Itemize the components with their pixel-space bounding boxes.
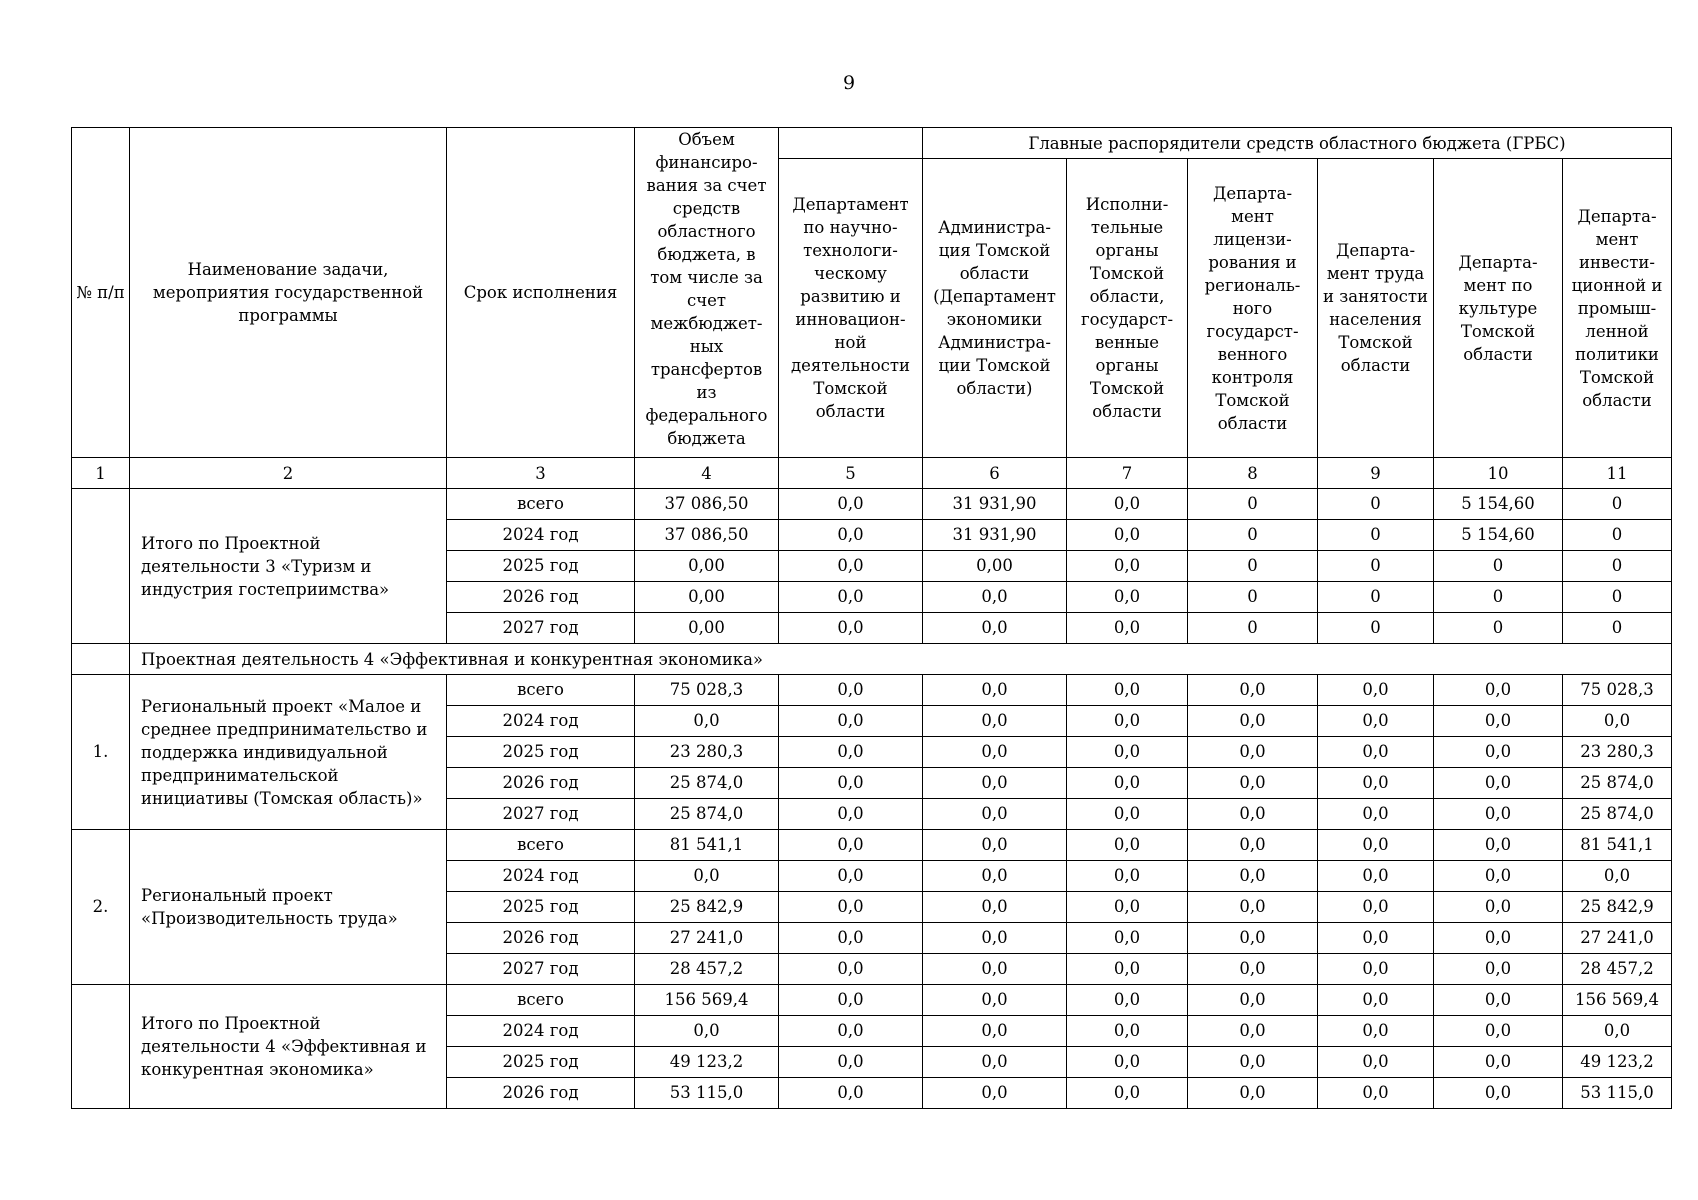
value-cell: 25 874,0 — [1563, 768, 1672, 799]
column-number: 2 — [130, 458, 447, 489]
period-cell: 2024 год — [447, 1016, 635, 1047]
value-cell: 0 — [1188, 551, 1318, 582]
header-department-5: Департа-мент труда и занятости населения Томской области — [1318, 159, 1434, 458]
header-empty — [779, 128, 923, 159]
value-cell: 0,0 — [1067, 799, 1188, 830]
value-cell: 0,0 — [779, 613, 923, 644]
task-name: Региональный проект «Малое и среднее предпринимательство и поддержка индивидуальной предпринимательской инициативы (Томская область)» — [130, 675, 447, 830]
header-row-numbers — [72, 458, 1672, 489]
value-cell: 0,0 — [923, 954, 1067, 985]
value-cell: 0,0 — [1434, 675, 1563, 706]
header-grbs: Главные распорядители средств областного бюджета (ГРБС) — [923, 128, 1672, 159]
column-number: 9 — [1318, 458, 1434, 489]
column-number: 3 — [447, 458, 635, 489]
value-cell: 0,0 — [779, 551, 923, 582]
value-cell: 0,0 — [1067, 520, 1188, 551]
value-cell: 0 — [1563, 551, 1672, 582]
value-cell: 37 086,50 — [635, 520, 779, 551]
value-cell: 0,0 — [1434, 799, 1563, 830]
value-cell: 0 — [1434, 613, 1563, 644]
task-name: Итого по Проектной деятельности 4 «Эффективная и конкурентная экономика» — [130, 985, 447, 1109]
period-cell: всего — [447, 830, 635, 861]
value-cell: 0,0 — [1067, 861, 1188, 892]
value-cell: 0 — [1188, 613, 1318, 644]
value-cell: 0,0 — [923, 706, 1067, 737]
value-cell: 0,0 — [1067, 582, 1188, 613]
value-cell: 0,0 — [923, 985, 1067, 1016]
value-cell: 0,0 — [923, 830, 1067, 861]
value-cell: 81 541,1 — [1563, 830, 1672, 861]
period-cell: 2027 год — [447, 954, 635, 985]
period-cell: 2024 год — [447, 706, 635, 737]
value-cell: 0,0 — [1434, 830, 1563, 861]
value-cell: 0,0 — [779, 737, 923, 768]
header-department-1: Департамент по научно-технологи-ческому развитию и инновацион-ной деятельности Томской области — [779, 159, 923, 458]
value-cell: 0,0 — [1434, 985, 1563, 1016]
value-cell: 0 — [1563, 520, 1672, 551]
value-cell: 0,0 — [1067, 923, 1188, 954]
value-cell: 0,0 — [1434, 1047, 1563, 1078]
period-cell: 2026 год — [447, 582, 635, 613]
value-cell: 53 115,0 — [1563, 1078, 1672, 1109]
value-cell: 0,0 — [923, 861, 1067, 892]
value-cell: 25 842,9 — [635, 892, 779, 923]
header-department-4: Департа-мент лицензи-рования и региональ-ного государст-венного контроля Томской области — [1188, 159, 1318, 458]
value-cell: 0,0 — [1318, 675, 1434, 706]
row-number — [72, 489, 130, 644]
value-cell: 0,0 — [1067, 768, 1188, 799]
value-cell: 0,0 — [779, 489, 923, 520]
value-cell: 0,0 — [1318, 768, 1434, 799]
section-row — [72, 644, 1672, 675]
value-cell: 53 115,0 — [635, 1078, 779, 1109]
value-cell: 0,0 — [1563, 706, 1672, 737]
value-cell: 0,0 — [1067, 1047, 1188, 1078]
value-cell: 0 — [1318, 582, 1434, 613]
value-cell: 31 931,90 — [923, 489, 1067, 520]
row-number — [72, 985, 130, 1109]
column-number: 8 — [1188, 458, 1318, 489]
value-cell: 0,0 — [923, 923, 1067, 954]
header-department-3: Исполни-тельные органы Томской области, государст-венные органы Томской области — [1067, 159, 1188, 458]
value-cell: 0,0 — [923, 613, 1067, 644]
value-cell: 0,0 — [1434, 892, 1563, 923]
value-cell: 25 874,0 — [635, 768, 779, 799]
period-cell: 2025 год — [447, 892, 635, 923]
value-cell: 0 — [1188, 520, 1318, 551]
value-cell: 0,0 — [1434, 923, 1563, 954]
period-cell: всего — [447, 985, 635, 1016]
header-row-grbs — [72, 128, 1672, 159]
value-cell: 0,0 — [1434, 1078, 1563, 1109]
column-number: 4 — [635, 458, 779, 489]
value-cell: 0,0 — [1067, 1016, 1188, 1047]
column-number: 11 — [1563, 458, 1672, 489]
value-cell: 0,0 — [635, 1016, 779, 1047]
value-cell: 27 241,0 — [635, 923, 779, 954]
value-cell: 0 — [1563, 582, 1672, 613]
value-cell: 0,0 — [1188, 861, 1318, 892]
value-cell: 0,0 — [1067, 551, 1188, 582]
value-cell: 23 280,3 — [1563, 737, 1672, 768]
value-cell: 0,0 — [1318, 1078, 1434, 1109]
value-cell: 0,00 — [923, 551, 1067, 582]
period-cell: 2025 год — [447, 737, 635, 768]
period-cell: 2024 год — [447, 861, 635, 892]
value-cell: 0,0 — [1318, 706, 1434, 737]
value-cell: 0,0 — [1067, 1078, 1188, 1109]
task-name: Региональный проект «Производительность труда» — [130, 830, 447, 985]
value-cell: 49 123,2 — [1563, 1047, 1672, 1078]
value-cell: 0,0 — [1067, 613, 1188, 644]
header-term: Срок исполнения — [447, 128, 635, 458]
value-cell: 0 — [1318, 489, 1434, 520]
value-cell: 0,0 — [1318, 985, 1434, 1016]
value-cell: 0 — [1434, 551, 1563, 582]
value-cell: 0,0 — [1318, 830, 1434, 861]
value-cell: 0,0 — [779, 892, 923, 923]
value-cell: 0,00 — [635, 582, 779, 613]
value-cell: 0,0 — [1318, 799, 1434, 830]
section-title: Проектная деятельность 4 «Эффективная и конкурентная экономика» — [130, 644, 1672, 675]
value-cell: 0,0 — [1188, 830, 1318, 861]
section-no — [72, 644, 130, 675]
value-cell: 0,0 — [779, 923, 923, 954]
value-cell: 0,0 — [1318, 892, 1434, 923]
value-cell: 0,0 — [1318, 1047, 1434, 1078]
value-cell: 0 — [1318, 613, 1434, 644]
value-cell: 0,0 — [1067, 892, 1188, 923]
value-cell: 0,0 — [923, 737, 1067, 768]
header-name: Наименование задачи, мероприятия государственной программы — [130, 128, 447, 458]
column-number: 6 — [923, 458, 1067, 489]
period-cell: всего — [447, 489, 635, 520]
value-cell: 0,0 — [779, 706, 923, 737]
value-cell: 0,0 — [1318, 1016, 1434, 1047]
value-cell: 0,0 — [1188, 923, 1318, 954]
column-number: 7 — [1067, 458, 1188, 489]
value-cell: 0,0 — [1188, 985, 1318, 1016]
value-cell: 75 028,3 — [635, 675, 779, 706]
header-no: № п/п — [72, 128, 130, 458]
value-cell: 0,0 — [779, 861, 923, 892]
value-cell: 81 541,1 — [635, 830, 779, 861]
header-volume: Объем финансиро-вания за счет средств областного бюджета, в том числе за счет межбюджет-ных трансфертов из федерального бюджета — [635, 128, 779, 458]
value-cell: 0,0 — [923, 1047, 1067, 1078]
value-cell: 0,0 — [1318, 923, 1434, 954]
value-cell: 0,0 — [1318, 954, 1434, 985]
period-cell: 2025 год — [447, 551, 635, 582]
value-cell: 0,00 — [635, 551, 779, 582]
value-cell: 0,0 — [1188, 799, 1318, 830]
value-cell: 0,0 — [1434, 737, 1563, 768]
value-cell: 0,0 — [779, 582, 923, 613]
value-cell: 0,0 — [1188, 768, 1318, 799]
value-cell: 0,0 — [1188, 1078, 1318, 1109]
value-cell: 0,0 — [779, 799, 923, 830]
value-cell: 0,0 — [635, 861, 779, 892]
value-cell: 0,0 — [923, 582, 1067, 613]
value-cell: 0,0 — [779, 768, 923, 799]
value-cell: 0,0 — [635, 706, 779, 737]
column-number: 10 — [1434, 458, 1563, 489]
table-row — [72, 489, 1672, 520]
column-number: 5 — [779, 458, 923, 489]
header-department-6: Департа-мент по культуре Томской области — [1434, 159, 1563, 458]
value-cell: 0 — [1188, 489, 1318, 520]
budget-table — [71, 127, 1672, 1109]
value-cell: 0 — [1434, 582, 1563, 613]
period-cell: 2024 год — [447, 520, 635, 551]
value-cell: 5 154,60 — [1434, 489, 1563, 520]
value-cell: 27 241,0 — [1563, 923, 1672, 954]
value-cell: 0,0 — [1188, 675, 1318, 706]
value-cell: 37 086,50 — [635, 489, 779, 520]
value-cell: 0,0 — [1188, 706, 1318, 737]
value-cell: 0,0 — [1188, 954, 1318, 985]
value-cell: 0,0 — [1067, 675, 1188, 706]
value-cell: 0,0 — [1318, 861, 1434, 892]
period-cell: всего — [447, 675, 635, 706]
header-department-2: Администра-ция Томской области (Департамент экономики Администра-ции Томской области) — [923, 159, 1067, 458]
value-cell: 0,0 — [779, 1016, 923, 1047]
value-cell: 0,0 — [1188, 737, 1318, 768]
value-cell: 0,0 — [1563, 1016, 1672, 1047]
row-number: 2. — [72, 830, 130, 985]
value-cell: 25 874,0 — [1563, 799, 1672, 830]
table-row — [72, 830, 1672, 861]
value-cell: 0 — [1188, 582, 1318, 613]
value-cell: 0,0 — [923, 1016, 1067, 1047]
page-number: 9 — [842, 72, 856, 94]
value-cell: 0,0 — [779, 1078, 923, 1109]
value-cell: 75 028,3 — [1563, 675, 1672, 706]
value-cell: 0,0 — [1434, 954, 1563, 985]
value-cell: 0,0 — [779, 1047, 923, 1078]
value-cell: 0,0 — [923, 1078, 1067, 1109]
value-cell: 0,0 — [1067, 985, 1188, 1016]
value-cell: 156 569,4 — [1563, 985, 1672, 1016]
value-cell: 0,0 — [923, 768, 1067, 799]
value-cell: 0,0 — [1188, 1016, 1318, 1047]
value-cell: 0,0 — [923, 675, 1067, 706]
period-cell: 2025 год — [447, 1047, 635, 1078]
value-cell: 0,0 — [1067, 954, 1188, 985]
period-cell: 2027 год — [447, 799, 635, 830]
value-cell: 0,0 — [1434, 861, 1563, 892]
value-cell: 0,0 — [779, 520, 923, 551]
value-cell: 0,0 — [1067, 489, 1188, 520]
value-cell: 0,0 — [1067, 830, 1188, 861]
period-cell: 2026 год — [447, 1078, 635, 1109]
column-number: 1 — [72, 458, 130, 489]
value-cell: 0,0 — [1434, 706, 1563, 737]
value-cell: 0,0 — [779, 830, 923, 861]
value-cell: 0,0 — [1067, 706, 1188, 737]
value-cell: 0 — [1563, 613, 1672, 644]
value-cell: 156 569,4 — [635, 985, 779, 1016]
table-row — [72, 675, 1672, 706]
value-cell: 0,0 — [1318, 737, 1434, 768]
value-cell: 0,0 — [779, 675, 923, 706]
value-cell: 0,0 — [1188, 892, 1318, 923]
value-cell: 31 931,90 — [923, 520, 1067, 551]
table-row — [72, 985, 1672, 1016]
row-number: 1. — [72, 675, 130, 830]
value-cell: 0,0 — [779, 985, 923, 1016]
value-cell: 5 154,60 — [1434, 520, 1563, 551]
value-cell: 0,0 — [1563, 861, 1672, 892]
value-cell: 0 — [1563, 489, 1672, 520]
value-cell: 0,0 — [779, 954, 923, 985]
task-name: Итого по Проектной деятельности 3 «Туризм и индустрия гостеприимства» — [130, 489, 447, 644]
value-cell: 0,0 — [1188, 1047, 1318, 1078]
value-cell: 28 457,2 — [1563, 954, 1672, 985]
value-cell: 25 842,9 — [1563, 892, 1672, 923]
value-cell: 49 123,2 — [635, 1047, 779, 1078]
value-cell: 0,0 — [1434, 1016, 1563, 1047]
value-cell: 0 — [1318, 520, 1434, 551]
value-cell: 0,0 — [1067, 737, 1188, 768]
value-cell: 23 280,3 — [635, 737, 779, 768]
value-cell: 0,0 — [1434, 768, 1563, 799]
value-cell: 0 — [1318, 551, 1434, 582]
value-cell: 0,0 — [923, 799, 1067, 830]
header-department-7: Департа-мент инвести-ционной и промыш-ленной политики Томской области — [1563, 159, 1672, 458]
period-cell: 2026 год — [447, 923, 635, 954]
value-cell: 28 457,2 — [635, 954, 779, 985]
value-cell: 25 874,0 — [635, 799, 779, 830]
period-cell: 2026 год — [447, 768, 635, 799]
value-cell: 0,0 — [923, 892, 1067, 923]
period-cell: 2027 год — [447, 613, 635, 644]
value-cell: 0,00 — [635, 613, 779, 644]
